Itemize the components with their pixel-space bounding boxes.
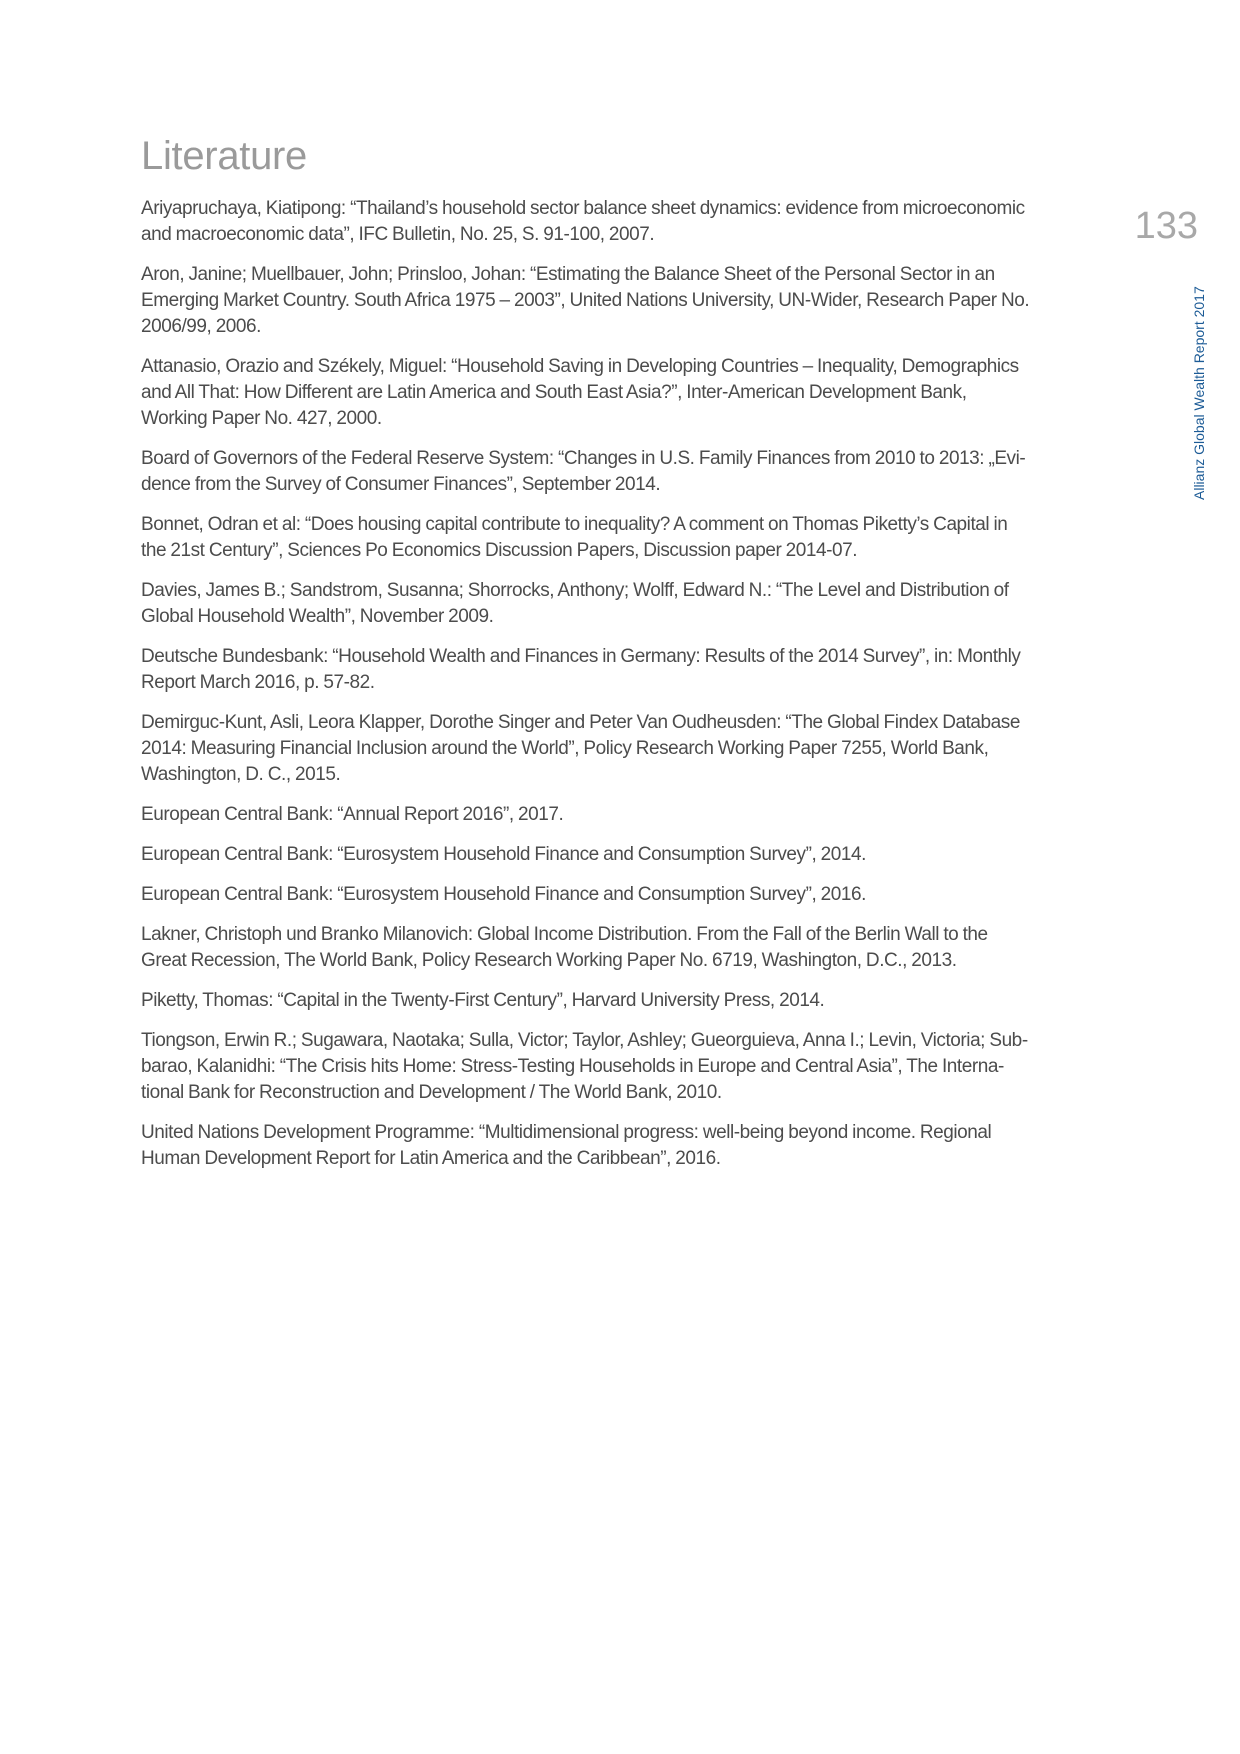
reference-item: Tiongson, Erwin R.; Sugawara, Naotaka; Sulla, Victor; Taylor, Ashley; Gueorguieva, Anna I.; Levin, Victoria; Subbarao, Kalanidhi: “The Crisis hits Home: Stress-Testing Households in Europe and Central Asia”, The International Bank for Reconstruction and Development / The World Bank, 2010. — [141, 1030, 1029, 1103]
reference-item: Attanasio, Orazio and Székely, Miguel: “Household Saving in Developing Countries – Inequality, Demographics and All That: How Different are Latin America and South East Asia?”, Inter-American Development Bank, Working Paper No. 427, 2000. — [141, 356, 1019, 429]
page-title: Literature — [141, 134, 307, 178]
reference-item: European Central Bank: “Eurosystem Household Finance and Consumption Survey”, 2016. — [141, 884, 866, 905]
running-title: Allianz Global Wealth Report 2017 — [1191, 286, 1207, 500]
reference-list — [141, 196, 1031, 1186]
reference-item: Aron, Janine; Muellbauer, John; Prinsloo, Johan: “Estimating the Balance Sheet of the Personal Sector in an Emerging Market Country. South Africa 1975 – 2003”, United Nations University, UN-Wider, Research Paper No. 2006/99, 2006. — [141, 264, 1030, 337]
reference-item: Davies, James B.; Sandstrom, Susanna; Shorrocks, Anthony; Wolff, Edward N.: “The Level and Distribution of Global Household Wealth”, November 2009. — [141, 580, 1009, 627]
reference-item: European Central Bank: “Annual Report 2016”, 2017. — [141, 804, 564, 825]
reference-item: Deutsche Bundesbank: “Household Wealth and Finances in Germany: Results of the 2014 Survey”, in: Monthly Report March 2016, p. 57-82. — [141, 646, 1021, 693]
reference-item: Ariyapruchaya, Kiatipong: “Thailand’s household sector balance sheet dynamics: evidence from microeconomic and macroeconomic data”, IFC Bulletin, No. 25, S. 91-100, 2007. — [141, 198, 1025, 245]
reference-item: European Central Bank: “Eurosystem Household Finance and Consumption Survey”, 2014. — [141, 844, 866, 865]
page-number: 133 — [1134, 205, 1198, 247]
reference-item: United Nations Development Programme: “Multidimensional progress: well-being beyond income. Regional Human Development Report for Latin America and the Caribbean”, 2016. — [141, 1122, 992, 1169]
reference-item: Demirguc-Kunt, Asli, Leora Klapper, Dorothe Singer and Peter Van Oudheusden: “The Global Findex Database 2014: Measuring Financial Inclusion around the World”, Policy Research Working Paper 7255, World Bank, Washington, D. C., 2015. — [141, 712, 1020, 785]
reference-item: Lakner, Christoph und Branko Milanovich: Global Income Distribution. From the Fall of the Berlin Wall to the Great Recession, The World Bank, Policy Research Working Paper No. 6719, Washington, D.C., 2013. — [141, 924, 988, 971]
reference-item: Board of Governors of the Federal Reserve System: “Changes in U.S. Family Finances from 2010 to 2013: „Evidence from the Survey of Consumer Finances”, September 2014. — [141, 448, 1026, 495]
reference-item: Bonnet, Odran et al: “Does housing capital contribute to inequality? A comment on Thomas Piketty’s Capital in the 21st Century”, Sciences Po Economics Discussion Papers, Discussion paper 2014-07. — [141, 514, 1008, 561]
reference-item: Piketty, Thomas: “Capital in the Twenty-First Century”, Harvard University Press, 2014. — [141, 990, 825, 1011]
